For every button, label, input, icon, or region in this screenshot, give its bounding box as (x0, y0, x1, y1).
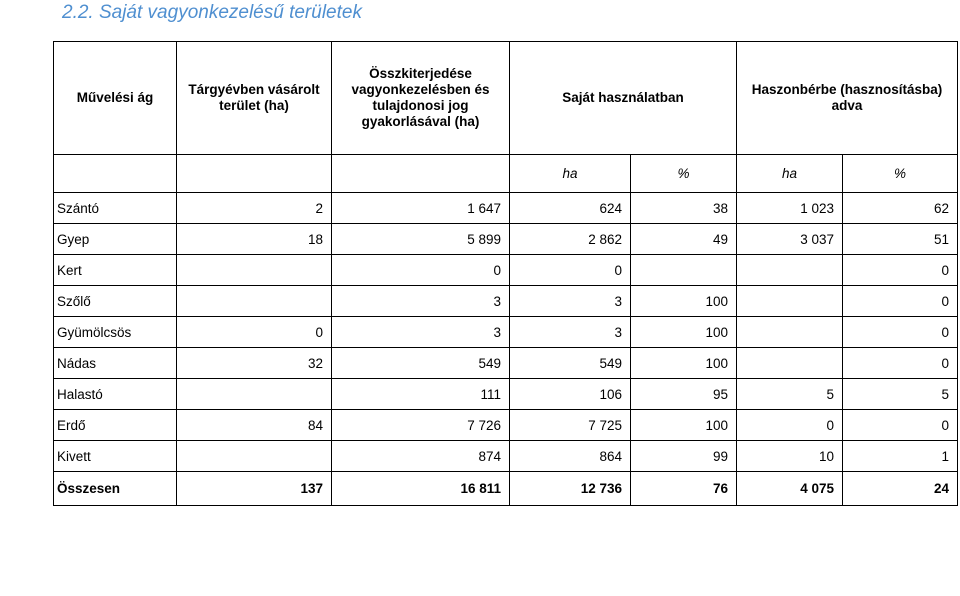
table-cell: 99 (631, 441, 737, 472)
table-cell: 18 (177, 224, 332, 255)
total-cell: 16 811 (332, 472, 510, 506)
unit-cell: ha (737, 155, 843, 193)
table-cell: 1 023 (737, 193, 843, 224)
table-cell: 0 (843, 317, 958, 348)
table-cell: 5 (843, 379, 958, 410)
total-cell: 24 (843, 472, 958, 506)
table-cell: 0 (843, 410, 958, 441)
table-cell (631, 255, 737, 286)
total-cell: 76 (631, 472, 737, 506)
table-row (54, 255, 958, 286)
table-cell: 0 (737, 410, 843, 441)
table-cell: 1 647 (332, 193, 510, 224)
row-label: Gyümölcsös (54, 317, 177, 348)
table-cell: 0 (843, 255, 958, 286)
table-row (54, 379, 958, 410)
table-cell: 95 (631, 379, 737, 410)
table-cell (737, 255, 843, 286)
unit-cell (177, 155, 332, 193)
table-cell (177, 441, 332, 472)
table-cell: 7 725 (510, 410, 631, 441)
table-cell: 624 (510, 193, 631, 224)
total-cell: 137 (177, 472, 332, 506)
table-row (54, 224, 958, 255)
table-cell: 49 (631, 224, 737, 255)
row-label: Halastó (54, 379, 177, 410)
table-cell (177, 286, 332, 317)
table-row (54, 193, 958, 224)
table-cell: 2 (177, 193, 332, 224)
land-use-table (53, 41, 958, 506)
table-cell (177, 255, 332, 286)
table-row (54, 317, 958, 348)
header-cultivation: Művelési ág (54, 42, 177, 155)
table-cell (737, 348, 843, 379)
header-leased: Haszonbérbe (hasznosításba) adva (737, 42, 958, 155)
table-cell: 3 (510, 317, 631, 348)
table-row (54, 410, 958, 441)
total-label: Összesen (54, 472, 177, 506)
table-cell: 100 (631, 348, 737, 379)
table-cell: 549 (332, 348, 510, 379)
row-label: Szántó (54, 193, 177, 224)
table-cell: 7 726 (332, 410, 510, 441)
table-cell: 0 (843, 348, 958, 379)
table-row (54, 286, 958, 317)
header-own-use: Saját használatban (510, 42, 737, 155)
table-cell: 0 (510, 255, 631, 286)
unit-cell: % (631, 155, 737, 193)
table-cell: 874 (332, 441, 510, 472)
table-cell: 100 (631, 286, 737, 317)
row-label: Szőlő (54, 286, 177, 317)
row-label: Erdő (54, 410, 177, 441)
table-cell: 5 899 (332, 224, 510, 255)
unit-cell: ha (510, 155, 631, 193)
table-cell: 51 (843, 224, 958, 255)
table-cell (737, 317, 843, 348)
row-label: Kivett (54, 441, 177, 472)
table-cell: 100 (631, 410, 737, 441)
total-cell: 4 075 (737, 472, 843, 506)
table-cell: 5 (737, 379, 843, 410)
row-label: Kert (54, 255, 177, 286)
header-purchased: Tárgyévben vásárolt terület (ha) (177, 42, 332, 155)
table-cell: 3 (332, 286, 510, 317)
table-cell: 10 (737, 441, 843, 472)
table-cell (177, 379, 332, 410)
units-row (54, 155, 958, 193)
table-cell: 1 (843, 441, 958, 472)
table-cell: 549 (510, 348, 631, 379)
table-cell: 84 (177, 410, 332, 441)
table-cell: 38 (631, 193, 737, 224)
unit-cell (332, 155, 510, 193)
table-cell: 0 (177, 317, 332, 348)
total-cell: 12 736 (510, 472, 631, 506)
table-cell: 100 (631, 317, 737, 348)
table-cell: 106 (510, 379, 631, 410)
table-cell: 0 (332, 255, 510, 286)
table-cell: 3 (510, 286, 631, 317)
header-total-extent: Összkiterjedése vagyonkezelésben és tulajdonosi jog gyakorlásával (ha) (332, 42, 510, 155)
table-cell (737, 286, 843, 317)
table-cell: 62 (843, 193, 958, 224)
unit-cell (54, 155, 177, 193)
table-cell: 3 (332, 317, 510, 348)
table-cell: 864 (510, 441, 631, 472)
table-header-row (54, 42, 958, 155)
row-label: Nádas (54, 348, 177, 379)
total-row (54, 472, 958, 506)
table-cell: 3 037 (737, 224, 843, 255)
row-label: Gyep (54, 224, 177, 255)
table-cell: 0 (843, 286, 958, 317)
section-heading: 2.2. Saját vagyonkezelésű területek (62, 2, 362, 23)
table-cell: 32 (177, 348, 332, 379)
unit-cell: % (843, 155, 958, 193)
table-row (54, 348, 958, 379)
table-cell: 2 862 (510, 224, 631, 255)
table-cell: 111 (332, 379, 510, 410)
table-row (54, 441, 958, 472)
